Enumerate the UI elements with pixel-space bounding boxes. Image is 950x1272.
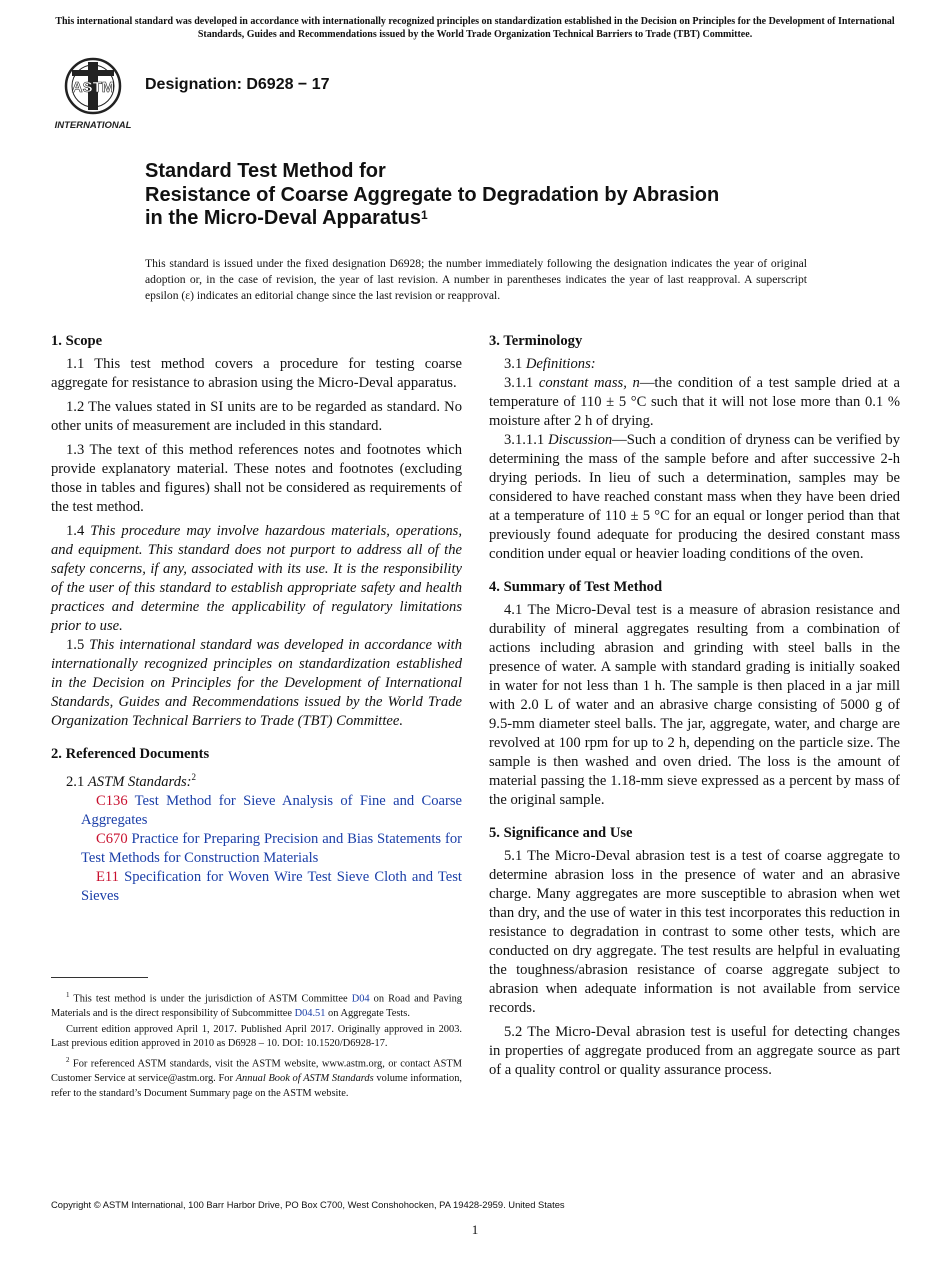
section-heading-summary: 4. Summary of Test Method	[489, 579, 663, 595]
designation: Designation: D6928 − 17	[145, 76, 330, 93]
footnotes	[51, 988, 462, 1101]
subcommittee-d04-51-link[interactable]: D04.51	[294, 1008, 326, 1020]
page-number: 1	[471, 1222, 479, 1237]
left-column	[51, 332, 462, 906]
paragraph-1-3: 1.3 The text of this method references notes and footnotes which provide explanatory material. These notes and footnotes (excluding those in tables and figures) shall not be considered as requirements of the test method.	[51, 442, 462, 515]
title-footnote-mark: 1	[420, 208, 428, 222]
reference-link-c670[interactable]: C670 Practice for Preparing Precision and Bias Statements for Test Methods for Construction Materials	[81, 830, 462, 866]
issued-note: This standard is issued under the fixed designation D6928; the number immediately following the designation indicates the year of original adoption or, in the case of revision, the year of last revision. A number in parentheses indicates the year of last reapproval. A superscript epsilon (ε) indicates an editorial change since the last revision or reapproval.	[145, 257, 807, 302]
title-line-2: Resistance of Coarse Aggregate to Degradation by Abrasion	[145, 183, 720, 206]
header-notice: This international standard was developed in accordance with internationally recognized principles on standardization established in the Decision on Principles for the Development of International Standards, Guides and Recommendations issued by the World Trade Organization Technical Barriers to Trade (TBT) Committee.	[55, 16, 895, 40]
copyright-notice: Copyright © ASTM International, 100 Barr Harbor Drive, PO Box C700, West Conshohocken, PA 19428-2959. United States	[51, 1199, 565, 1210]
paragraph-1-2: 1.2 The values stated in SI units are to be regarded as standard. No other units of measurement are included in this standard.	[51, 399, 462, 434]
paragraph-3-1-1-1: 3.1.1.1 Discussion—Such a condition of dryness can be verified by determining the mass of the sample before and after successive 2-h drying periods. In lieu of such a determination, samples may be considered to have reached constant mass when they have been dried at a temperature of 110 ± 5 °C for an equal or longer period than that previously found adequate for producing the desired constant mass condition under equal or heavier loading conditions of the oven.	[489, 432, 901, 562]
reference-link-e11[interactable]: E11 Specification for Woven Wire Test Sieve Cloth and Test Sieves	[81, 868, 462, 904]
page-title	[145, 160, 865, 231]
section-heading-significance: 5. Significance and Use	[489, 825, 633, 841]
paragraph-3-1: 3.1 Definitions:	[504, 356, 596, 372]
paragraph-1-5: 1.5 This international standard was developed in accordance with internationally recognized principles on standardization established in the Decision on Principles for the Development of International Standards, Guides and Recommendations issued by the World Trade Organization Technical Barriers to Trade (TBT) Committee.	[51, 637, 463, 729]
paragraph-5-2: 5.2 The Micro-Deval abrasion test is useful for detecting changes in properties of aggregate produced from an aggregate source as part of a quality control or quality assurance process.	[489, 1024, 900, 1078]
section-heading-scope: 1. Scope	[51, 333, 103, 349]
paragraph-1-1: 1.1 This test method covers a procedure for testing coarse aggregate for resistance to abrasion using the Micro-Deval apparatus.	[51, 356, 462, 391]
committee-d04-link[interactable]: D04	[351, 993, 370, 1005]
logo-subtitle-text: INTERNATIONAL	[54, 120, 132, 131]
right-column	[489, 332, 900, 1080]
footnote-2: $^2$ For referenced ASTM standards, visit the ASTM website, www.astm.org, or contact ASTM Customer Service at service@astm.org. For Annual Book of ASTM Standards volume information, refer to the standard’s Document Summary page on the ASTM website.	[51, 1055, 462, 1099]
reference-link-c136[interactable]: C136 Test Method for Sieve Analysis of Fine and Coarse Aggregates	[81, 792, 462, 828]
section-heading-terminology: 3. Terminology	[489, 333, 583, 349]
title-line-1: Standard Test Method for	[145, 160, 386, 182]
astm-logo	[52, 56, 134, 132]
section-heading-referenced-documents: 2. Referenced Documents	[51, 746, 210, 762]
logo-brand-text: ASTM	[71, 79, 115, 96]
paragraph-4-1: 4.1 The Micro-Deval test is a measure of abrasion resistance and durability of mineral aggregates resulting from a combination of actions including abrasion and grinding with steel balls in the presence of water. A sample with standard grading is initially soaked in water for not less than 1 h. The sample is then placed in a jar mill with 2.0 L of water and an abrasive charge consisting of 5000 g of 9.5-mm diameter steel balls. The jar, aggregate, water, and charge are revolved at 100 rpm for up to 2 h, depending on the particle size. The sample is then washed and oven dried. The loss is the amount of material passing the 1.18-mm sieve expressed as a percent by mass of the original sample.	[489, 602, 900, 808]
footnote-1: $^1$ This test method is under the jurisdiction of ASTM Committee D04 on Road and Paving Materials and is the direct responsibility of Subcommittee D04.51 on Aggregate Tests.	[51, 991, 462, 1020]
footnote-divider	[51, 977, 148, 978]
paragraph-5-1: 5.1 The Micro-Deval abrasion test is a test of coarse aggregate to determine abrasion loss in the presence of water and an abrasive charge. Many aggregates are more susceptible to abrasion when wet than dry, and the use of water in this test incorporates this reduction in resistance to degradation in contrast to some other tests, which are conducted on dry aggregate. The test results are helpful in evaluating the toughness/abrasion resistance of coarse aggregate subject to abrasion when adequate information is not available from service records.	[489, 848, 900, 1016]
title-line-3: in the Micro-Deval Apparatus$^1$	[145, 207, 428, 229]
paragraph-2-1: 2.1 ASTM Standards:$^2$	[66, 772, 197, 790]
footnote-1-edition: Current edition approved April 1, 2017. Published April 2017. Originally approved in 2003. Last previous edition approved in 2010 as D6928 – 10. DOI: 10.1520/D6928-17.	[51, 1023, 462, 1050]
paragraph-1-4: 1.4 This procedure may involve hazardous materials, operations, and equipment. This standard does not purport to address all of the safety concerns, if any, associated with its use. It is the responsibility of the user of this standard to establish appropriate safety and health practices and determine the applicability of regulatory limitations prior to use.	[51, 523, 462, 634]
paragraph-3-1-1: 3.1.1 constant mass, n—the condition of a test sample dried at a temperature of 110 ± 5 °C such that it will not lose more than 0.1 % moisture after 2 h of drying.	[489, 375, 901, 429]
